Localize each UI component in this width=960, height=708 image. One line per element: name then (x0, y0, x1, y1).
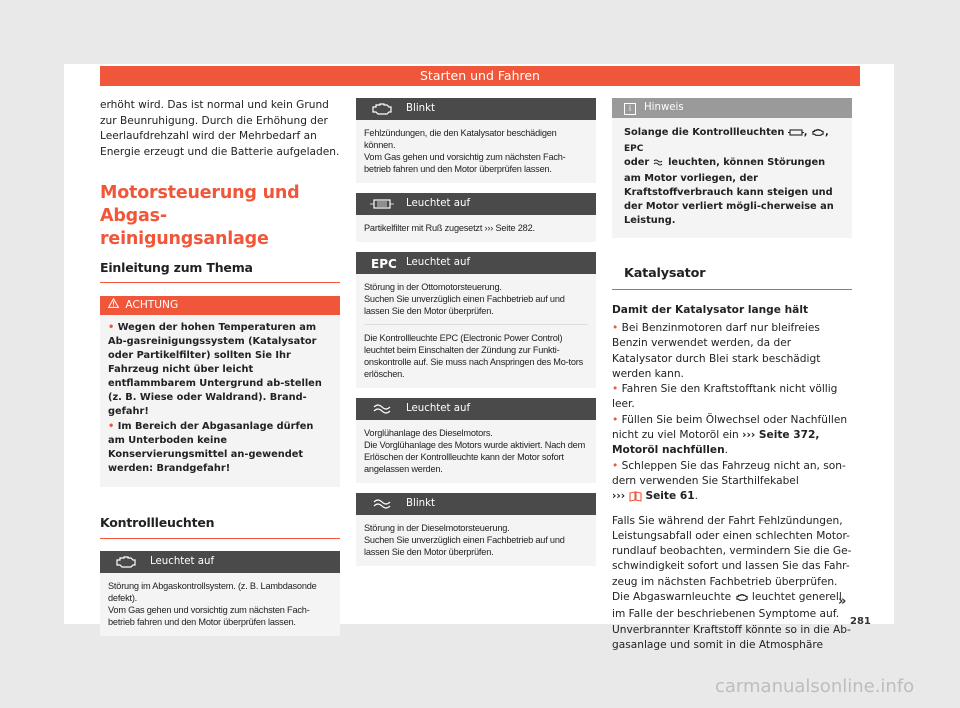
page-number: 281 (850, 616, 871, 627)
lamp-text: Die Kontrollleuchte EPC (Electronic Power Control) leuchtet beim Einschalten der Zündung zur Funkti-onskontrolle auf. Sie muss nach Anspringen des Mo-tors erlöschen. (364, 324, 588, 380)
column-2 (356, 98, 596, 576)
lamp-header (356, 398, 596, 420)
lamp-title: Leuchtet auf (150, 556, 215, 567)
lamp-title: Leuchtet auf (406, 257, 471, 268)
katalysator-subtitle: Damit der Katalysator lange hält (612, 304, 809, 316)
warning-item-text: Wegen der hohen Temperaturen am Ab-gasreinigungssystem (Katalysator oder Partikelfilter) sollten Sie Ihr Fahrzeug nicht über leicht entflammbarem Untergrund ab-stellen (z. B. Wiese oder Waldrand). Brand-gefahr! (108, 322, 322, 417)
lamp-title: Leuchtet auf (406, 403, 471, 414)
list-item: • Füllen Sie beim Ölwechsel oder Nachfüllen nicht zu viel Motoröl ein ››› Seite 372, Motoröl nachfüllen. (612, 413, 848, 457)
section-title (100, 182, 340, 251)
lamp-body (100, 573, 340, 636)
list-item (612, 321, 852, 382)
warning-item (108, 321, 332, 419)
list-item-text: Schleppen Sie das Fahrzeug nicht an, son-dern verwenden Sie Starthilfekabel (612, 459, 846, 487)
hint-body (612, 118, 852, 238)
section-title-line-1: Motorsteuerung und Abgas- (100, 183, 300, 226)
lamp-box (356, 98, 596, 183)
lamp-body (356, 515, 596, 566)
info-icon: i (624, 103, 636, 115)
hint-header (612, 98, 852, 118)
hint-text: leuchten, können Störungen am Motor vorliegen, der Kraftstoffverbrauch kann steigen und der Motor verliert mögli-cherweise an Leistung. (624, 157, 834, 226)
column-1 (100, 98, 340, 646)
lamp-body (356, 420, 596, 483)
paragraph: Falls Sie während der Fahrt Fehlzündungen, Leistungsabfall oder einen schlechten Motor-rundlauf beobachten, vermindern Sie die Ge-schwindigkeit sofort und lassen Sie das Fahr-zeug im nächsten Fachbetrieb überprüfen. (612, 514, 852, 588)
glow-plug-icon (370, 401, 394, 417)
intro-text: erhöht wird. Das ist normal und kein Grund zur Beunruhigung. Durch die Erhöhung der Leerlaufdrehzahl wird der Mehrbedarf an Energie erzeugt und die Batterie aufgeladen. (100, 99, 340, 158)
chapter-header: Starten und Fahren (100, 66, 860, 86)
book-icon (629, 491, 642, 506)
warning-triangle-icon (108, 296, 122, 315)
lamp-text: Fehlzündungen, die den Katalysator beschädigen können. Vom Gas gehen und vorsichtig zum nächsten Fach-betrieb fahren und den Motor überprüfen lassen. (364, 128, 566, 174)
hint-text: Solange die Kontrollleuchten (624, 127, 785, 138)
hint-text: , (824, 127, 829, 138)
list-item-text: Bei Benzinmotoren darf nur bleifreies Benzin verwendet werden, da der Katalysator durch Blei stark beschädigt werden kann. (612, 322, 821, 380)
lamp-title: Blinkt (406, 498, 436, 509)
engine-icon (811, 128, 825, 142)
lamp-title: Leuchtet auf (406, 198, 471, 209)
lamp-header (356, 493, 596, 515)
lamp-text: Störung im Abgaskontrollsystem. (z. B. Lambdasonde defekt). (108, 581, 317, 603)
lamp-box (356, 493, 596, 566)
particle-filter-icon (788, 128, 804, 142)
lamp-title: Blinkt (406, 103, 436, 114)
glow-plug-icon (653, 158, 665, 172)
warning-body (100, 315, 340, 487)
lamp-text: Störung in der Dieselmotorsteuerung. Suchen Sie unverzüglich einen Fachbetrieb auf und lassen Sie den Motor überprüfen. (364, 523, 565, 557)
glow-plug-icon (370, 496, 394, 512)
lamp-text: Partikelfilter mit Ruß zugesetzt ››› Seite 282. (364, 223, 535, 233)
lamp-header (100, 551, 340, 573)
lamp-box (356, 252, 596, 388)
lamp-box-engine-on (100, 551, 340, 636)
hint-box (612, 98, 852, 238)
engine-icon (735, 592, 749, 607)
warning-box (100, 296, 340, 487)
page-reference-link[interactable]: ››› Seite 61 (612, 490, 695, 502)
subsection-title: Einleitung zum Thema (100, 260, 340, 283)
lamp-header (356, 252, 596, 274)
lamp-box (356, 398, 596, 483)
hint-text: oder (624, 157, 650, 168)
hint-text: , (803, 127, 808, 138)
katalysator-title: Katalysator (612, 260, 852, 290)
lamp-text: Vom Gas gehen und vorsichtig zum nächsten Fach-betrieb fahren und den Motor überprüfen lassen. (108, 605, 310, 627)
lamp-body (356, 120, 596, 183)
paragraph: Die Abgaswarnleuchte leuchtet generell im Falle der beschriebenen Symptome auf. Unverbrannter Kraftstoff könnte so in die Ab-gasanlage und somit in die Atmosphäre (612, 591, 851, 651)
particle-filter-icon (370, 196, 394, 212)
bullet-icon: • (612, 459, 622, 472)
engine-icon (370, 101, 394, 117)
lamp-body (356, 215, 596, 242)
list-item (612, 382, 852, 413)
bullet-icon: • (612, 322, 622, 334)
bullet-icon: • (612, 383, 622, 396)
kontrollleuchten-title: Kontrollleuchten (100, 515, 340, 539)
page-reference-link[interactable]: ››› Seite 372, Motoröl nachfüllen (612, 429, 820, 457)
lamp-box (356, 193, 596, 242)
lamp-body (356, 274, 596, 388)
warning-header (100, 296, 340, 315)
epc-icon: EPC (624, 144, 644, 154)
list-item-text: Füllen Sie beim Ölwechsel oder Nachfüllen nicht zu viel Motoröl ein (612, 413, 848, 442)
bullet-icon: • (108, 421, 118, 432)
bullet-icon: • (612, 413, 622, 426)
column-3 (612, 98, 852, 653)
hint-label: Hinweis (644, 102, 684, 113)
bullet-icon: • (108, 322, 118, 333)
svg-text:EPC: EPC (371, 257, 397, 271)
lamp-text: Störung in der Ottomotorsteuerung. Suchen Sie unverzüglich einen Fachbetrieb auf und lassen Sie den Motor überprüfen. (364, 282, 565, 316)
katalysator-text (612, 321, 852, 653)
list-item: • Schleppen Sie das Fahrzeug nicht an, son-dern verwenden Sie Starthilfekabel ››› Seite 61. (612, 459, 852, 507)
section-title-line-2: reinigungsanlage (100, 229, 269, 249)
lamp-header (356, 98, 596, 120)
list-item-text: Fahren Sie den Kraftstofftank nicht völlig leer. (612, 383, 838, 411)
continue-arrow: » (838, 594, 847, 609)
lamp-header (356, 193, 596, 215)
epc-icon (370, 255, 397, 271)
lamp-text: Vorglühanlage des Dieselmotors. Die Vorglühanlage des Motors wurde aktiviert. Nach dem Erlöschen der Kontrollleuchte kann der Motor sofort angelassen werden. (364, 428, 586, 474)
warning-item-text: Im Bereich der Abgasanlage dürfen am Unterboden keine Konservierungsmittel an-gewendet werden: Brandgefahr! (108, 421, 314, 474)
warning-item (108, 420, 332, 476)
engine-icon (114, 554, 138, 570)
watermark: carmanualsonline.info (715, 676, 915, 697)
warning-label: ACHTUNG (125, 299, 179, 311)
